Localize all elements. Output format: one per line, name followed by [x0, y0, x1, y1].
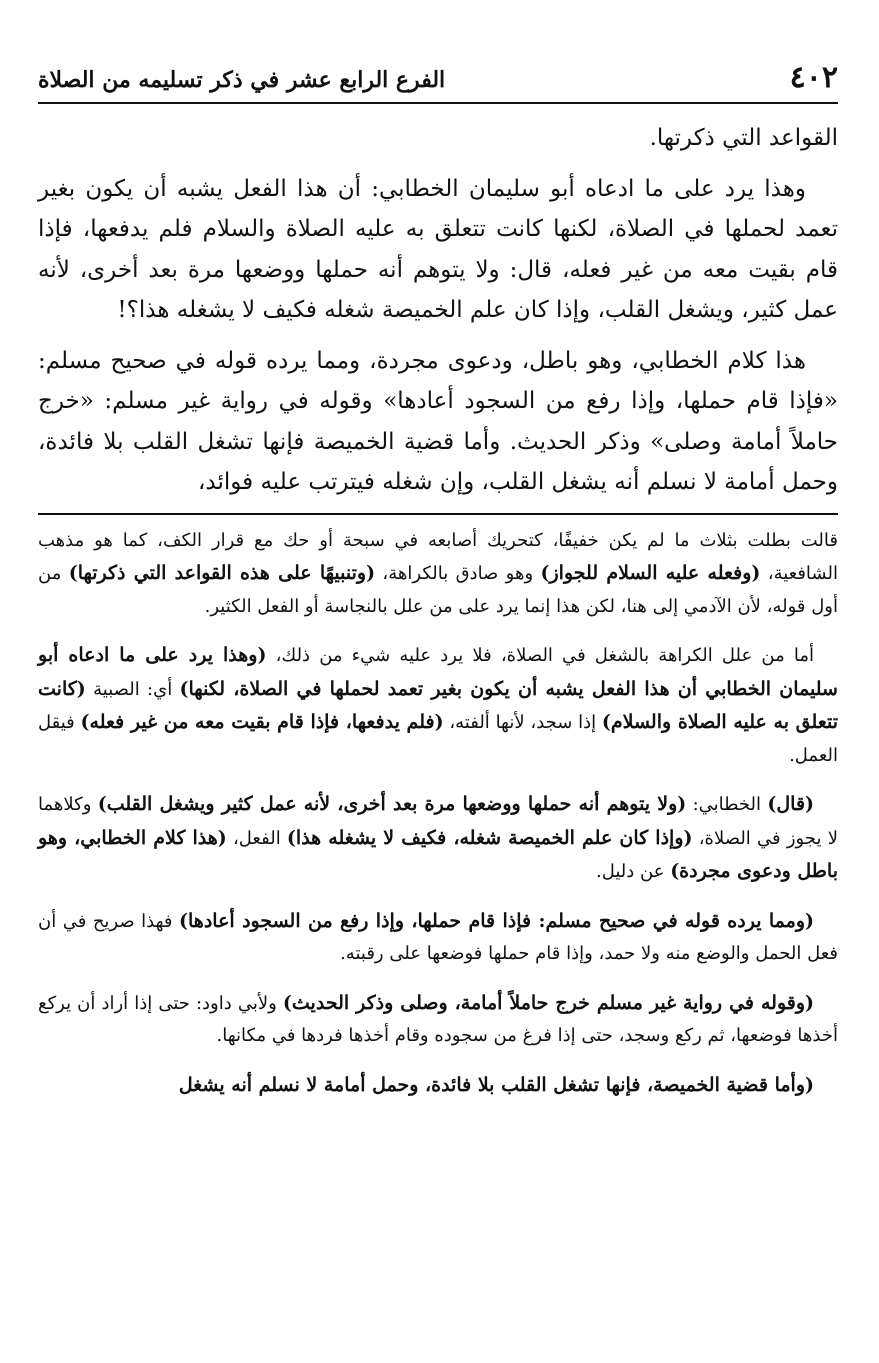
commentary-section [38, 525, 838, 1103]
commentary-text: قالت بطلت بثلاث ما لم يكن خفيفًا، كتحريك أصابعه في سبحة أو حك مع قرار الكف، كما هو مذهب الشافعية، [38, 529, 838, 584]
quoted-matn-text: (قال) [767, 793, 815, 815]
commentary-text: أي: الصبية [85, 678, 180, 700]
running-title: الفرع الرابع عشر في ذكر تسليمه من الصلاة [38, 67, 446, 93]
commentary-paragraph [38, 1069, 838, 1103]
quoted-matn-text: (ولا يتوهم أنه حملها ووضعها مرة بعد أخرى، لأنه عمل كثير ويشغل القلب) [97, 793, 687, 815]
commentary-text: عن دليل. [596, 861, 671, 882]
commentary-text: أما من علل الكراهة بالشغل في الصلاة، فلا يرد عليه شيء من ذلك، [266, 645, 814, 666]
commentary-text: فيقل العمل. [38, 712, 838, 766]
commentary-text: إذا سجد، لأنها ألفته، [443, 712, 602, 733]
quoted-matn-text: (كانت تتعلق به عليه الصلاة والسلام) [38, 677, 838, 733]
quoted-matn-text: (ومما يرده قوله في صحيح مسلم: فإذا قام حملها، وإذا رفع من السجود أعادها) [179, 909, 814, 932]
quoted-matn-text: (وإذا كان علم الخميصة شغله، فكيف لا يشغله هذا) [286, 826, 693, 849]
main-paragraph: وهذا يرد على ما ادعاه أبو سليمان الخطابي: أن هذا الفعل يشبه أن يكون بغير تعمد لحملها في الصلاة، لكنها كانت تتعلق به عليه الصلاة والسلام فلم يدفعها، فإذا قام بقيت معه من غير فعله، قال: ولا يتوهم أنه حملها ووضعها مرة بعد أخرى، لأنه عمل كثير، ويشغل القلب، وإذا كان علم الخميصة شغله فكيف لا يشغله هذا؟! [38, 175, 838, 323]
main-paragraph: هذا كلام الخطابي، وهو باطل، ودعوى مجردة، ومما يرده قوله في صحيح مسلم: «فإذا قام حملها، وإذا رفع من السجود أعادها» وقوله في رواية غير مسلم: «خرج حاملاً أمامة وصلى» وذكر الحديث. وأما قضية الخميصة فإنها تشغل القلب بلا فائدة، وحمل أمامة لا نسلم أنه يشغل القلب، وإن شغله فيترتب عليه فوائد، [38, 347, 838, 495]
commentary-paragraph [38, 905, 838, 971]
main-text [38, 118, 838, 503]
book-page [38, 58, 838, 1348]
commentary-text: ولأبي داود: حتى إذا أراد أن يركع أخذها فوضعها، ثم ركع وسجد، حتى إذا فرغ من سجوده وقام أخذها فردها في مكانها. [38, 992, 838, 1046]
page-header [38, 58, 838, 104]
quoted-matn-text: (فلم يدفعها، فإذا قام بقيت معه من غير فعله) [80, 711, 444, 733]
commentary-text: من أول قوله، لأن الآدمي إلى هنا، لكن هذا إنما يرد على من علل بالنجاسة أو الفعل الكثير. [38, 563, 838, 617]
commentary-text: الخطابي: [686, 794, 768, 815]
quoted-matn-text: (وفعله عليه السلام للجواز) [540, 562, 761, 584]
commentary-paragraph [38, 788, 838, 889]
commentary-text: فهذا صريح في أن فعل الحمل والوضع منه ولا حمد، وإذا قام حملها فوضعها على رقبته. [38, 910, 838, 964]
text-separator-line [38, 513, 838, 515]
commentary-paragraph [38, 987, 838, 1053]
quoted-matn-text: (وتنبيهًا على هذه القواعد التي ذكرتها) [68, 562, 376, 584]
quoted-matn-text: (وهذا يرد على ما ادعاه أبو سليمان الخطابي أن هذا الفعل يشبه أن يكون بغير تعمد لحملها في الصلاة، لكنها) [38, 644, 838, 700]
quoted-matn-text: (هذا كلام الخطابي، وهو باطل ودعوى مجردة) [38, 826, 838, 882]
commentary-text: وهو صادق بالكراهة، [375, 563, 541, 584]
commentary-text: الفعل، [226, 827, 287, 849]
commentary-text: وكلاهما لا يجوز في الصلاة، [38, 794, 838, 849]
quoted-matn-text: (وأما قضية الخميصة، فإنها تشغل القلب بلا فائدة، وحمل أمامة لا نسلم أنه يشغل [178, 1073, 814, 1096]
quoted-matn-text: (وقوله في رواية غير مسلم خرج حاملاً أمامة، وصلى وذكر الحديث) [282, 991, 815, 1014]
commentary-paragraph [38, 525, 838, 624]
page-number: ٤٠٢ [789, 60, 838, 95]
commentary-paragraph [38, 639, 838, 772]
main-paragraph: القواعد التي ذكرتها. [649, 125, 838, 151]
